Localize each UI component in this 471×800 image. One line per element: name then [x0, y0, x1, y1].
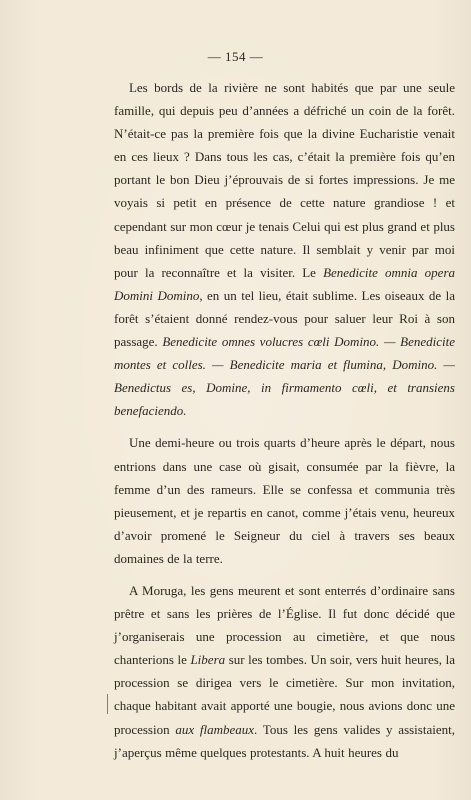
margin-mark: [107, 694, 108, 714]
paragraph-3-italic-1: Libera: [190, 652, 226, 668]
paragraph-2: [114, 431, 455, 570]
body-text: [114, 76, 455, 764]
paragraph-2-text-1: Une demi-heure ou trois quarts d’heure après le départ, nous entrions dans une case où gisait, consumée par la fièvre, la femme d’un des rameurs. Elle se confessa et communia très pieusement, et je repartis en canot, comme j’étais venu, heureux d’avoir promené le Seigneur du ciel à travers ses beaux domaines de la terre.: [114, 435, 455, 566]
page-number: — 154 —: [207, 49, 264, 64]
paragraph-1: [114, 76, 455, 422]
paragraph-3-text-2: sur les tombes. Un soir, vers huit heures, la procession se dirigea vers le cimetière. Sur mon invitation, chaque habitant avait apporté une bougie, nous avions donc une procession: [114, 652, 455, 737]
paragraph-1-text-2: , en un tel lieu, était sublime. Les oiseaux de la forêt s’étaient donné rendez-vous pour saluer leur Roi à son passage.: [114, 287, 455, 350]
paragraph-3-text-3: . Tous les gens valides y assistaient, j’aperçus même quelques protestants. A huit heures du: [114, 721, 455, 760]
paragraph-3-italic-2: aux flambeaux: [175, 721, 255, 737]
paragraph-1-italic-2: Benedicite omnes volucres cœli Domino. — Benedicite montes et colles. — Benedicite maria et flumina, Domino. — Benedictus es, Domine, in firmamento cœli, et transiens benefaciendo.: [114, 334, 455, 419]
paragraph-1-italic-1: Benedicite omnia opera Domini Domino: [114, 264, 455, 303]
paragraph-1-text-1: Les bords de la rivière ne sont habités que par une seule famille, qui depuis peu d’années a défriché un coin de la forêt. N’était-ce pas la première fois que la divine Eucharistie venait en ces lieux ? Dans tous les cas, c’était la première fois qu’en portant le bon Dieu j’éprouvais de si fortes impressions. Je me voyais si petit en présence de cette nature grandiose ! et cependant sur mon cœur je tenais Celui qui est plus grand et plus beau infiniment que cette nature. Il semblait y venir par moi pour la reconnaître et la visiter. Le: [114, 80, 455, 280]
paragraph-3: [114, 579, 455, 764]
paragraph-3-text-1: A Moruga, les gens meurent et sont enterrés d’ordinaire sans prêtre et sans les prières de l’Église. Il fut donc décidé que j’organiserais une procession au cimetière, et que nous chanterions le: [114, 582, 455, 668]
